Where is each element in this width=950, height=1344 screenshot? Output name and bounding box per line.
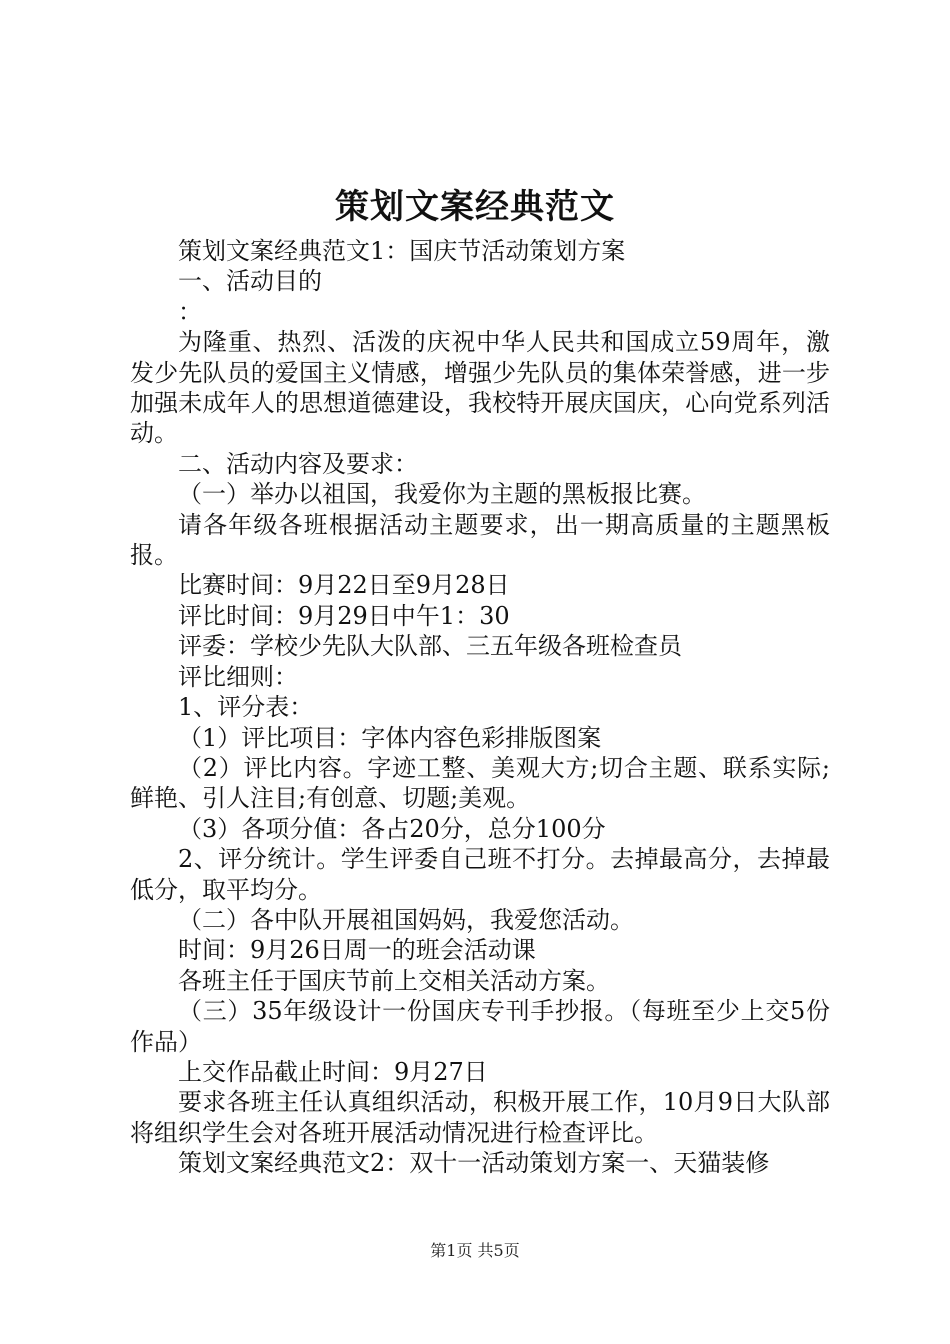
paragraph: 上交作品截止时间：9月27日 xyxy=(178,1057,488,1086)
paragraph: 请各年级各班根据活动主题要求，出一期高质量的主题黑板报。 xyxy=(130,510,830,570)
paragraph: 1、评分表： xyxy=(178,693,314,722)
paragraph: 评委：学校少先队大队部、三五年级各班检查员 xyxy=(178,632,682,661)
paragraph: 策划文案经典范文1：国庆节活动策划方案 xyxy=(178,237,626,265)
paragraph: （1）评比项目：字体内容色彩排版图案 xyxy=(178,723,602,752)
paragraph: 评比细则： xyxy=(178,662,298,691)
paragraph: 各班主任于国庆节前上交相关活动方案。 xyxy=(178,966,610,995)
paragraph: （3）各项分值：各占20分，总分100分 xyxy=(178,814,606,843)
paragraph: 一、活动目的 xyxy=(178,267,322,296)
paragraph: （一）举办以祖国，我爱你为主题的黑板报比赛。 xyxy=(178,480,706,509)
paragraph: 2、评分统计。学生评委自己班不打分。去掉最高分，去掉最低分，取平均分。 xyxy=(130,845,830,904)
paragraph: 要求各班主任认真组织活动，积极开展工作，10月9日大队部将组织学生会对各班开展活动情况进行检查评比。 xyxy=(130,1088,830,1147)
paragraph: 为隆重、热烈、活泼的庆祝中华人民共和国成立59周年，激发少先队员的爱国主义情感，增强少先队员的集体荣誉感，进一步加强未成年人的思想道德建设，我校特开展庆国庆，心向党系列活动。 xyxy=(130,328,830,448)
page-footer: 第1页 共5页 xyxy=(430,1241,520,1260)
document-body xyxy=(130,236,830,1179)
document-title: 策划文案经典范文 xyxy=(335,187,615,227)
paragraph: 策划文案经典范文2：双十一活动策划方案一、天猫装修 xyxy=(178,1149,770,1178)
paragraph: （三）35年级设计一份国庆专刊手抄报。（每班至少上交5份作品） xyxy=(130,997,830,1056)
paragraph: 时间：9月26日周一的班会活动课 xyxy=(178,936,536,965)
paragraph: （二）各中队开展祖国妈妈，我爱您活动。 xyxy=(178,905,634,934)
paragraph: ： xyxy=(178,297,202,326)
paragraph: 比赛时间：9月22日至9月28日 xyxy=(178,571,510,600)
paragraph: 二、活动内容及要求： xyxy=(178,449,418,478)
paragraph: 评比时间：9月29日中午1：30 xyxy=(178,601,510,630)
paragraph: （2）评比内容。字迹工整、美观大方;切合主题、联系实际;鲜艳、引人注目;有创意、切题;美观。 xyxy=(130,753,830,813)
